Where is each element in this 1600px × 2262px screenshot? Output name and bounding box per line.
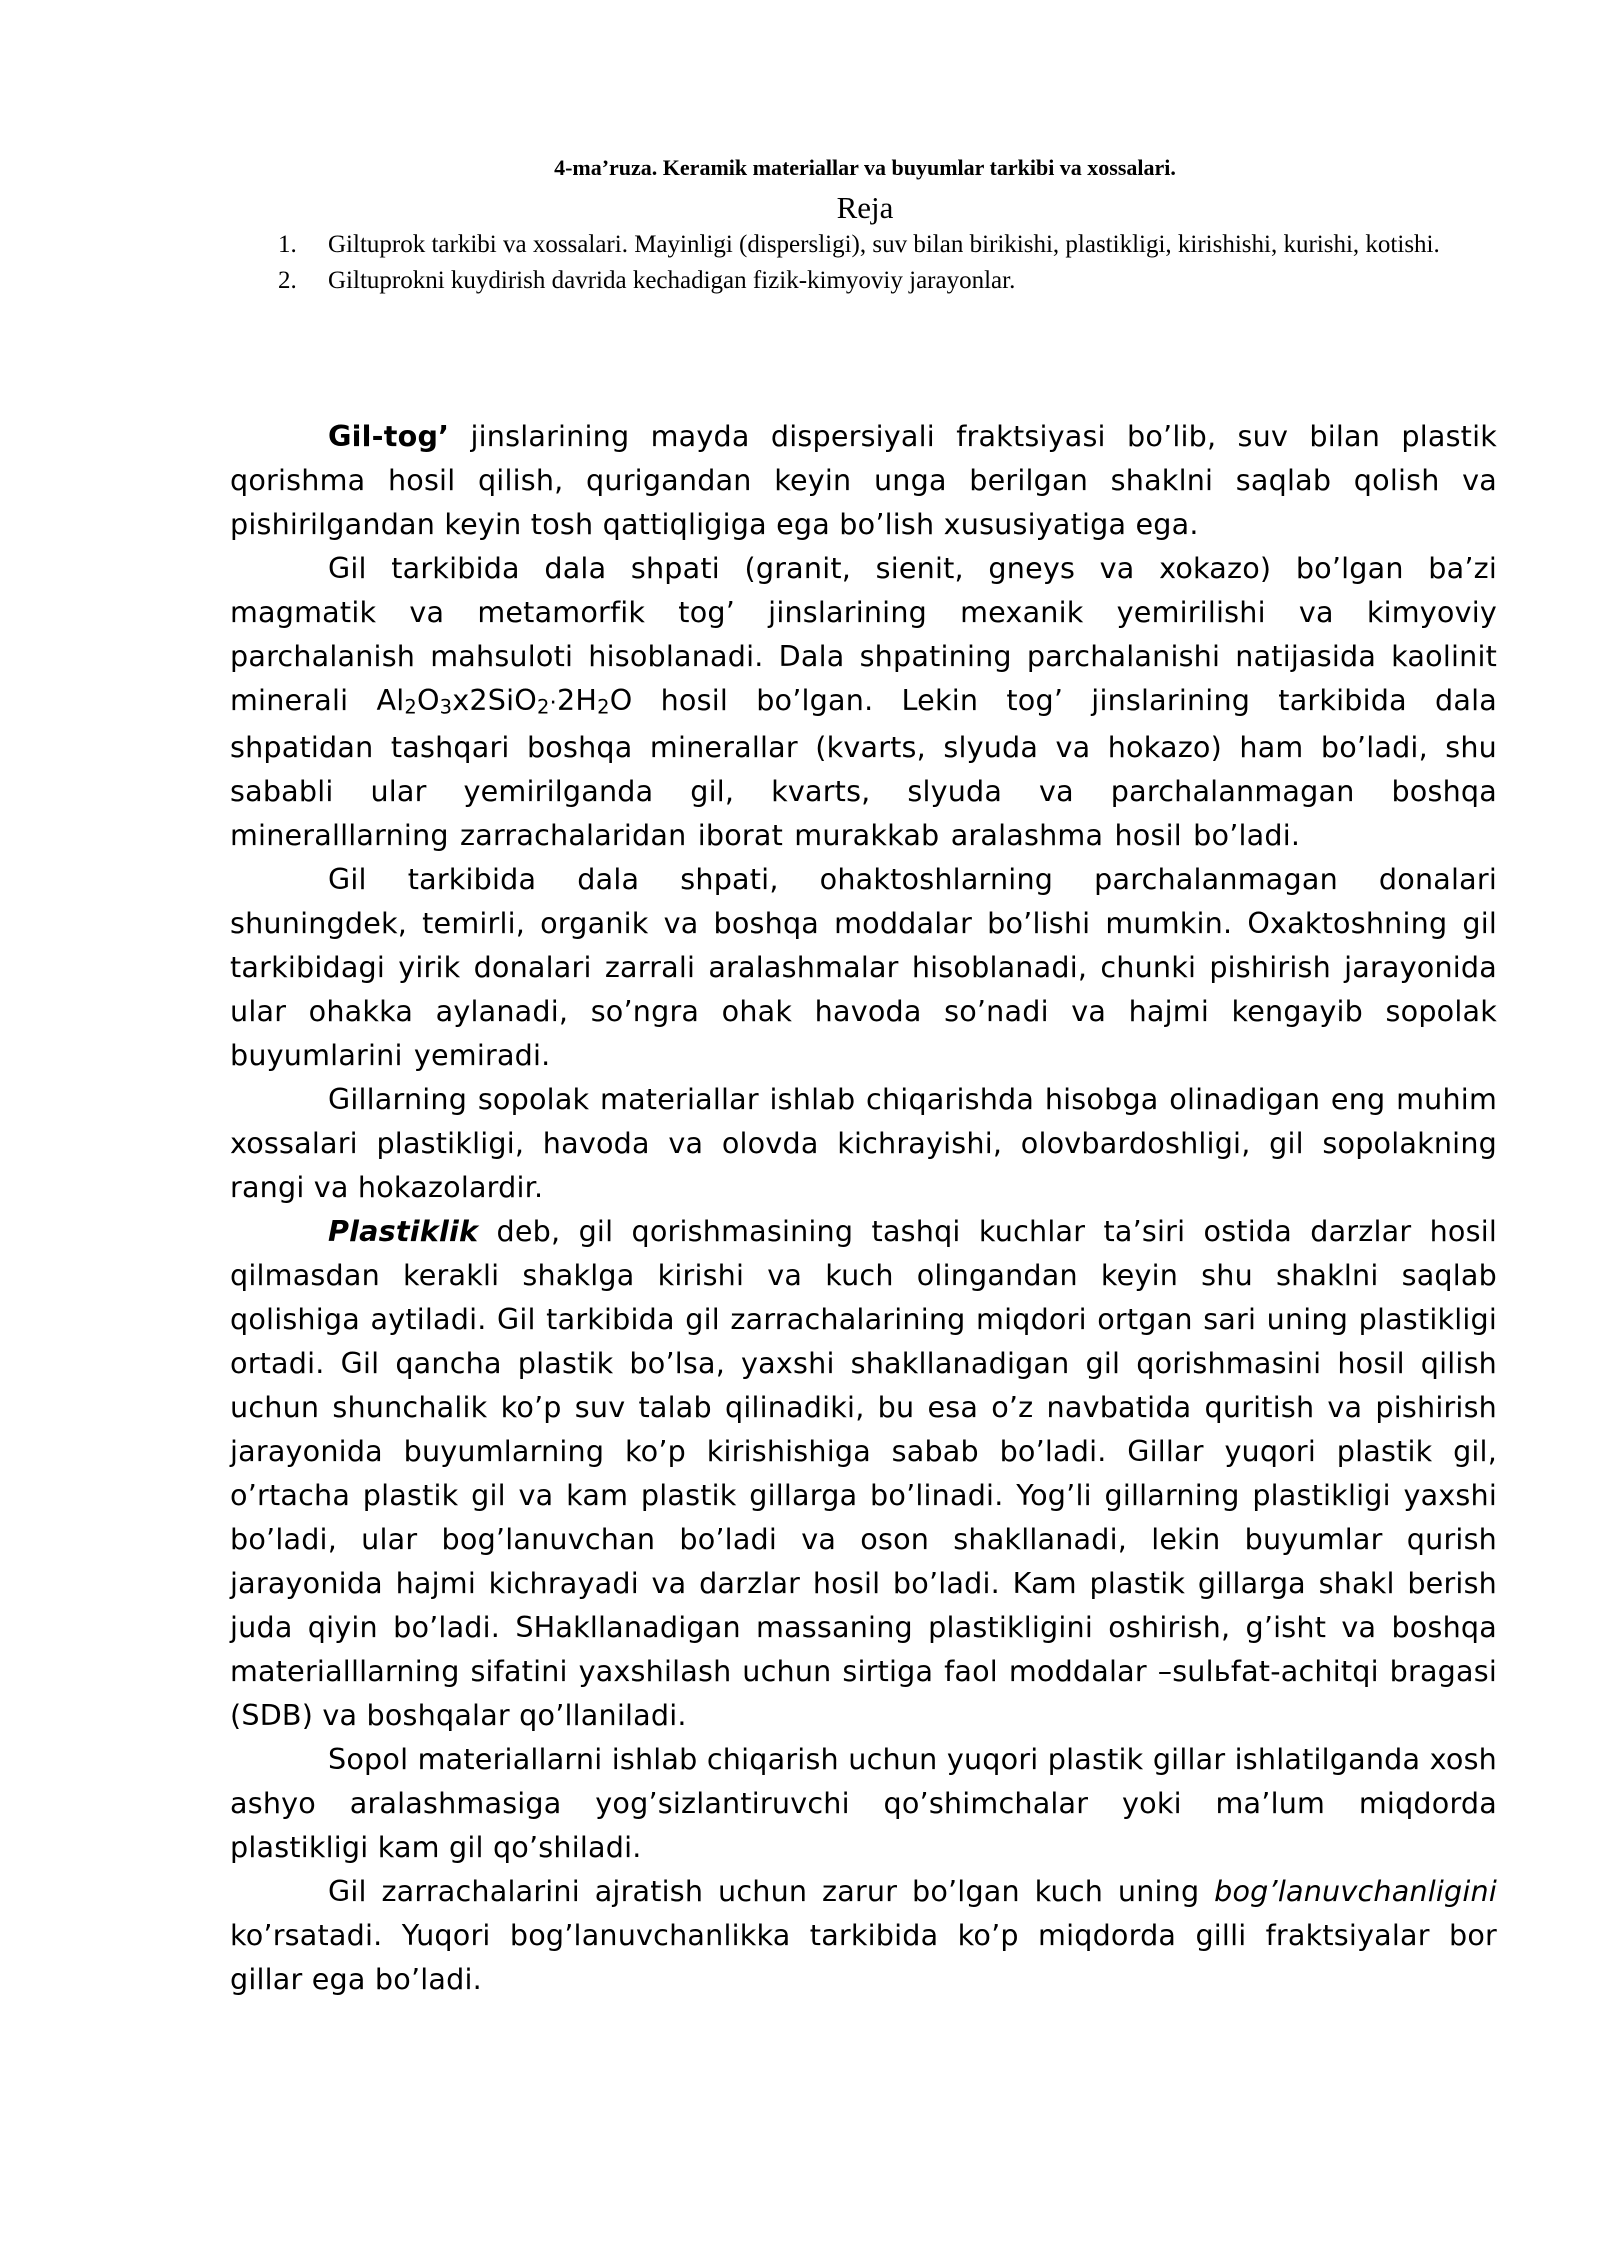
plan-heading: Reja	[836, 190, 894, 225]
formula-part: Al	[376, 683, 405, 717]
formula-dot: ·	[549, 690, 558, 716]
formula-subscript: 2	[597, 695, 610, 719]
plan-item	[278, 263, 1478, 299]
formula-subscript: 2	[536, 695, 550, 719]
term-plastiklik: Plastiklik	[328, 1214, 479, 1248]
formula-subscript: 3	[439, 695, 453, 719]
paragraph-cohesion	[230, 1869, 1497, 2001]
paragraph-additives: Sopol materiallarni ishlab chiqarish uchun yuqori plastik gillar ishlatilganda xosh ashyo aralashmasiga yog’sizlantiruvchi qo’shimchalar yoki ma’lum miqdorda plastikligi kam gil qo’shiladi.	[230, 1742, 1497, 1864]
plan-item	[278, 227, 1478, 263]
plan-item-number: 1.	[278, 231, 297, 258]
paragraph-text: deb, gil qorishmasining tashqi kuchlar ta’siri ostida darzlar hosil qilmasdan kerakli shaklga kirishi va kuch olingandan keyin shu shaklni saqlab qolishiga aytiladi. Gil tarkibida gil zarrachalarining miqdori ortgan sari uning plastikligi ortadi. Gil qancha plastik bo’lsa, yaxshi shakllanadigan gil qorishmasini hosil qilish uchun shunchalik ko’p suv talab qilinadiki, bu esa o’z navbatida quritish va pishirish jarayonida buyumlarning ko’p kirishishiga sabab bo’ladi. Gillar yuqori plastik gil, o’rtacha plastik gil va kam plastik gillarga bo’linadi. Yog’li gillarning plastikligi yaxshi bo’ladi, ular bog’lanuvchan bo’ladi va oson shakllanadi, lekin buyumlar qurish jarayonida hajmi kichrayadi va darzlar hosil bo’ladi. Kam plastik gillarga shakl berish juda qiyin bo’ladi. SHakllanadigan massaning plastikligini oshirish, g’isht va boshqa materialllarning sifatini yaxshilash uchun sirtiga faol moddalar –sulьfat-achitqi bragasi (SDB) va boshqalar qo’llaniladi.	[230, 1214, 1497, 1732]
paragraph-text: Gil zarrachalarini ajratish uchun zarur bo’lgan kuch uning	[328, 1874, 1215, 1908]
paragraph-text: hosil bo’lgan. Lekin tog’ jinslarining tarkibida dala shpatidan tashqari boshqa minerallar (kvarts, slyuda va hokazo) ham bo’ladi, shu sababli ular yemirilganda gil, kvarts, slyuda va parchalanmagan boshqa mineralllarning zarrachalaridan iborat murakkab aralashma hosil bo’ladi.	[230, 683, 1497, 852]
plan-list	[278, 227, 1478, 299]
plan-item-text: Giltuprok tarkibi va xossalari. Mayinligi (dispersligi), suv bilan birikishi, plastikligi, kirishishi, kurishi, kotishi.	[328, 231, 1440, 258]
paragraph-composition	[230, 546, 1497, 857]
formula-part: x2SiO	[452, 683, 537, 717]
formula-part: O	[416, 683, 440, 717]
paragraph-text: jinslarining mayda dispersiyali fraktsiyasi bo’lib, suv bilan plastik qorishma hosil qilish, qurigandan keyin unga berilgan shaklni saqlab qolish va pishirilgandan keyin tosh qattiqligiga ega bo’lish xususiyatiga ega.	[230, 419, 1497, 541]
paragraph-properties: Gillarning sopolak materiallar ishlab chiqarishda hisobga olinadigan eng muhim xossalari plastikligi, havoda va olovda kichrayishi, olovbardoshligi, gil sopolakning rangi va hokazolardir.	[230, 1082, 1497, 1204]
formula-subscript: 2	[404, 695, 417, 719]
paragraph-plasticity	[230, 1209, 1497, 1737]
paragraph-impurities: Gil tarkibida dala shpati, ohaktoshlarning parchalanmagan donalari shuningdek, temirli, organik va boshqa moddalar bo’lishi mumkin. Oxaktoshning gil tarkibidagi yirik donalari zarrali aralashmalar hisoblanadi, chunki pishirish jarayonida ular ohakka aylanadi, so’ngra ohak havoda so’nadi va hajmi kengayib sopolak buyumlarini yemiradi.	[230, 862, 1497, 1072]
term-boglanuvchanlik: bog’lanuvchanligini	[1214, 1874, 1497, 1908]
paragraph-text: Gil tarkibida dala shpati (granit, sienit, gneys va xokazo) bo’lgan ba’zi magmatik va metamorfik tog’ jinslarining mexanik yemirilishi va kimyoviy parchalanish mahsuloti hisoblanadi. Dala shpatining parchalanishi natijasida kaolinit minerali	[230, 551, 1497, 717]
plan-item-number: 2.	[278, 267, 297, 294]
lecture-title: 4-ma’ruza. Keramik materiallar va buyumlar tarkibi va xossalari.	[554, 155, 1176, 180]
paragraph-text: ko’rsatadi. Yuqori bog’lanuvchanlikka tarkibida ko’p miqdorda gilli fraktsiyalar bor gillar ega bo’ladi.	[230, 1918, 1497, 1996]
plan-item-text: Giltuprokni kuydirish davrida kechadigan fizik-kimyoviy jarayonlar.	[328, 267, 1016, 294]
formula-part: 2H	[557, 683, 598, 717]
term-gil-tog: Gil-tog’	[328, 419, 450, 453]
paragraph-definition	[230, 414, 1497, 546]
kaolinite-formula	[376, 683, 632, 717]
formula-part: O	[609, 683, 633, 717]
lecture-body	[230, 414, 1497, 2001]
